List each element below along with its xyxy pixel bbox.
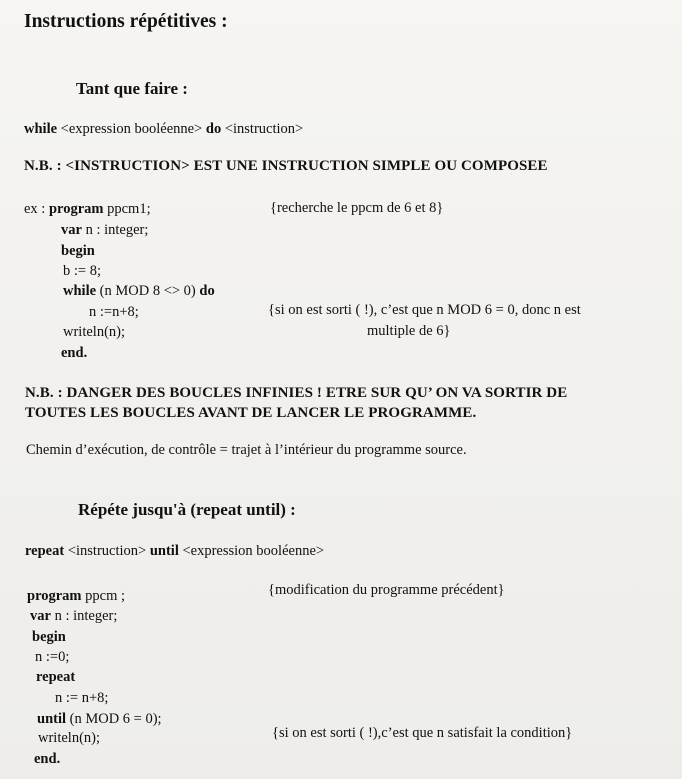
example-line-5: n :=n+8; <box>89 304 139 320</box>
until-keyword: until <box>149 543 179 559</box>
repeat-keyword: repeat <box>25 543 65 559</box>
main-heading: Instructions répétitives : <box>24 11 228 32</box>
instruction-note: N.B. : <INSTRUCTION> EST UNE INSTRUCTION SIMPLE OU COMPOSEE <box>24 158 548 174</box>
repeat-comment-1: {modification du programme précédent} <box>268 582 505 598</box>
example-line-3: b := 8; <box>63 263 101 279</box>
while-syntax-expr: <expression booléenne> <box>57 121 206 137</box>
example-line-0: ex : program ppcm1; <box>24 201 151 217</box>
while-section-title: Tant que faire : <box>76 79 188 98</box>
example-line-2: begin <box>61 243 95 259</box>
repeat-section-title: Répéte jusqu'à (repeat until) : <box>78 500 296 519</box>
example-line-6: writeln(n); <box>63 324 126 340</box>
example-line-1: var n : integer; <box>61 222 149 238</box>
while-syntax-instr: <instruction> <box>221 121 304 137</box>
while-keyword: while <box>24 121 58 137</box>
example-comment-1: {recherche le ppcm de 6 et 8} <box>270 200 444 216</box>
example-prefix: ex : <box>24 201 49 217</box>
repeat-line-3: n :=0; <box>35 649 70 665</box>
repeat-syntax-expr: <expression booléenne> <box>178 543 325 559</box>
do-keyword: do <box>205 121 222 137</box>
repeat-line-2: begin <box>32 629 66 645</box>
example-comment-2-line2: multiple de 6} <box>367 323 451 339</box>
repeat-line-8: end. <box>34 751 61 767</box>
repeat-line-0: program ppcm ; <box>27 588 126 604</box>
repeat-line-1: var n : integer; <box>30 608 118 624</box>
repeat-comment-2: {si on est sorti ( !),c’est que n satisfait la condition} <box>272 725 573 741</box>
repeat-line-5: n := n+8; <box>55 690 109 706</box>
repeat-line-7: writeln(n); <box>38 730 101 746</box>
example-comment-2-line1: {si on est sorti ( !), c’est que n MOD 6 = 0, donc n est <box>268 302 581 318</box>
example-line-7: end. <box>61 345 88 361</box>
repeat-syntax <box>25 544 324 559</box>
repeat-syntax-instr: <instruction> <box>64 543 150 559</box>
while-syntax <box>24 122 303 137</box>
repeat-line-6: until (n MOD 6 = 0); <box>37 711 162 727</box>
execution-path-text: Chemin d’exécution, de contrôle = trajet à l’intérieur du programme source. <box>26 442 467 458</box>
repeat-line-4: repeat <box>36 669 76 685</box>
example-line-4: while (n MOD 8 <> 0) do <box>63 283 215 299</box>
danger-note-line2: TOUTES LES BOUCLES AVANT DE LANCER LE PROGRAMME. <box>25 405 477 421</box>
danger-note-line1: N.B. : DANGER DES BOUCLES INFINIES ! ETRE SUR QU’ ON VA SORTIR DE <box>25 385 568 401</box>
